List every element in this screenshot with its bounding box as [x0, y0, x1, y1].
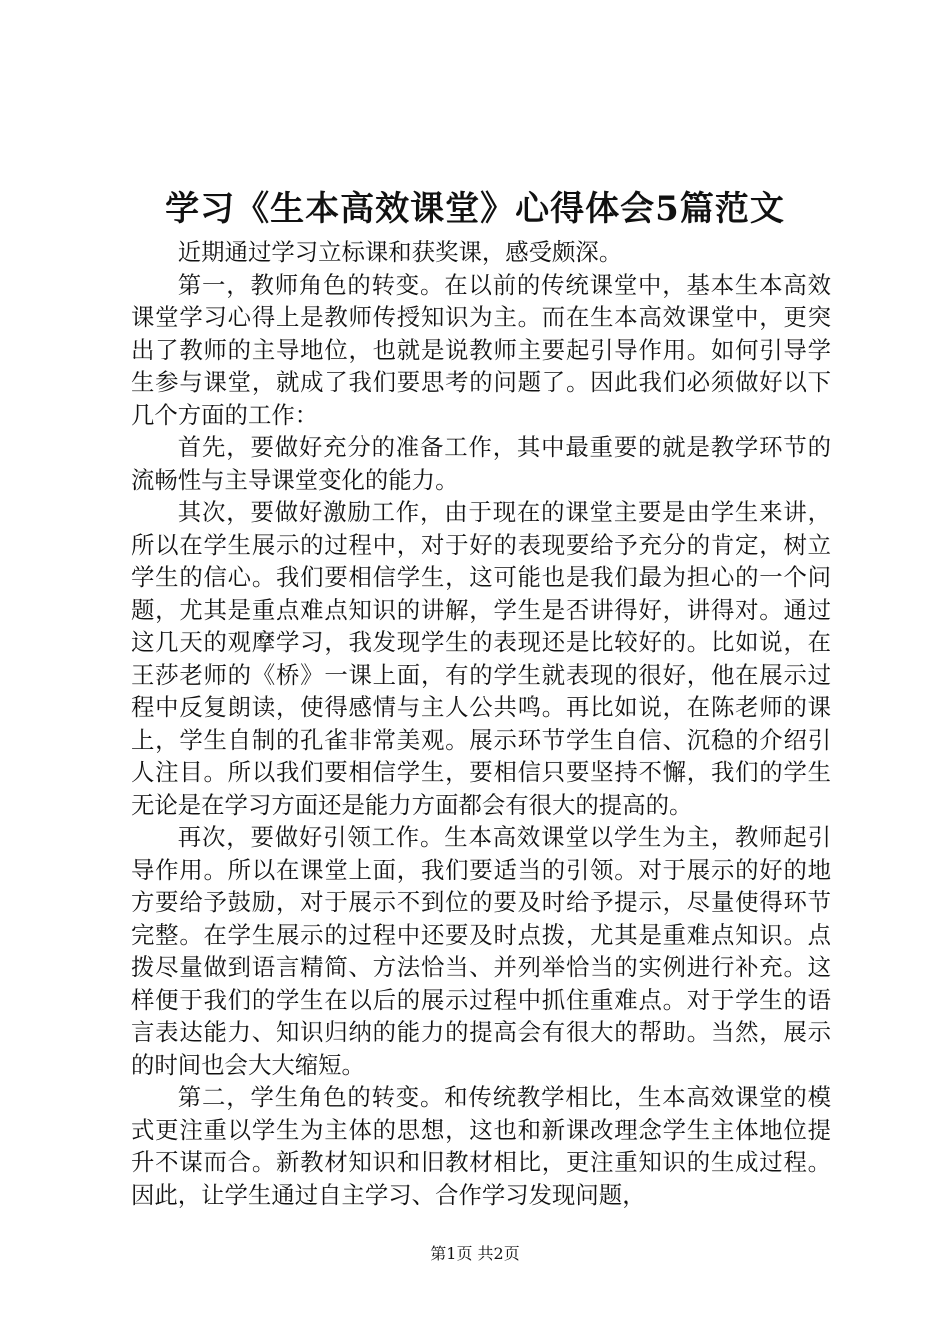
document-body: [131, 236, 831, 1211]
paragraph-student-role: 第二，学生角色的转变。和传统教学相比，生本高效课堂的模式更注重以学生为主体的思想，这也和新课改理念学生主体地位提升不谋而合。新教材知识和旧教材相比，更注重知识的生成过程。因此，让学生通过自主学习、合作学习发现问题，: [131, 1083, 831, 1209]
paragraph-first: 首先，要做好充分的准备工作，其中最重要的就是教学环节的流畅性与主导课堂变化的能力。: [131, 433, 831, 494]
paragraph-intro: 近期通过学习立标课和获奖课，感受颇深。: [177, 238, 623, 266]
paragraph-second: 其次，要做好激励工作，由于现在的课堂主要是由学生来讲，所以在学生展示的过程中，对于好的表现要给予充分的肯定，树立学生的信心。我们要相信学生，这可能也是我们最为担心的一个问题，尤其是重点难点知识的讲解，学生是否讲得好，讲得对。通过这几天的观摩学习，我发现学生的表现还是比较好的。比如说，在王莎老师的《桥》一课上面，有的学生就表现的很好，他在展示过程中反复朗读，使得感情与主人公共鸣。再比如说，在陈老师的课上，学生自制的孔雀非常美观。展示环节学生自信、沉稳的介绍引人注目。所以我们要相信学生，要相信只要坚持不懈，我们的学生无论是在学习方面还是能力方面都会有很大的提高的。: [131, 498, 831, 819]
paragraph-third: 再次，要做好引领工作。生本高效课堂以学生为主，教师起引导作用。所以在课堂上面，我们要适当的引领。对于展示的好的地方要给予鼓励，对于展示不到位的要及时给予提示，尽量使得环节完整。在学生展示的过程中还要及时点拨，尤其是重难点知识。点拨尽量做到语言精简、方法恰当、并列举恰当的实例进行补充。这样便于我们的学生在以后的展示过程中抓住重难点。对于学生的语言表达能力、知识归纳的能力的提高会有很大的帮助。当然，展示的时间也会大大缩短。: [131, 823, 831, 1079]
page-footer: 第1页 共2页: [430, 1244, 520, 1263]
paragraph-teacher-role: 第一，教师角色的转变。在以前的传统课堂中，基本生本高效课堂学习心得上是教师传授知识为主。而在生本高效课堂中，更突出了教师的主导地位，也就是说教师主要起引导作用。如何引导学生参与课堂，就成了我们要思考的问题了。因此我们必须做好以下几个方面的工作：: [131, 270, 831, 429]
document-title: 学习《生本高效课堂》心得体会5篇范文: [165, 189, 785, 229]
